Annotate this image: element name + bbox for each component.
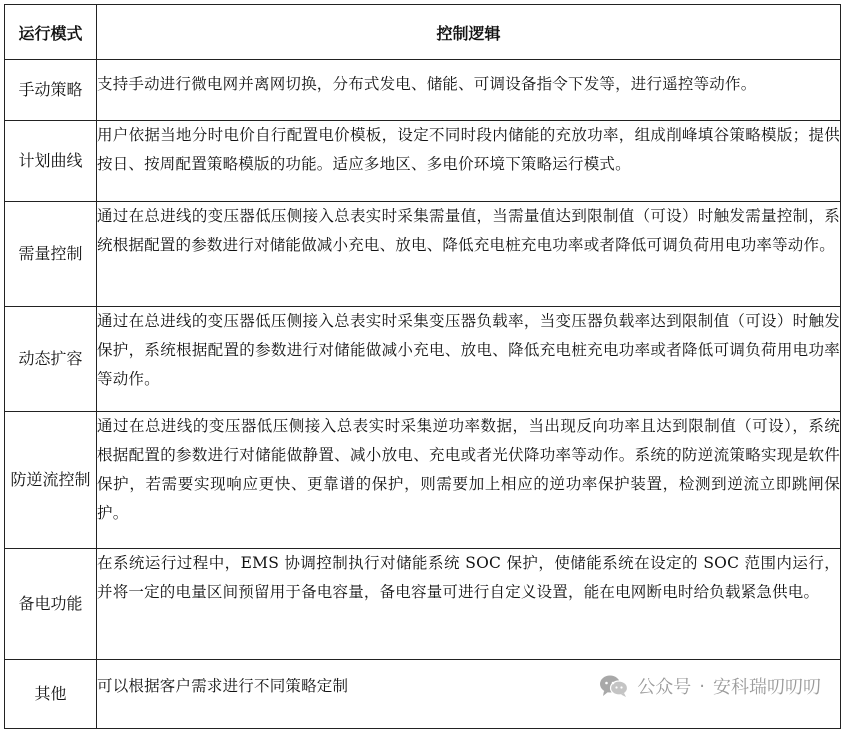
watermark-account: 安科瑞叨叨叨 bbox=[713, 677, 821, 698]
header-mode: 运行模式 bbox=[5, 5, 97, 60]
logic-cell: 在系统运行过程中，EMS 协调控制执行对储能系统 SOC 保护，使储能系统在设定的 SOC 范围内运行，并将一定的电量区间预留用于备电容量，备电容量可进行自定义设置，能在电网断电时给负载紧急供电。 bbox=[97, 549, 841, 660]
logic-cell: 可以根据客户需求进行不同策略定制 bbox=[97, 660, 841, 729]
mode-cell: 其他 bbox=[5, 660, 97, 729]
table-row bbox=[5, 549, 841, 660]
watermark-separator: · bbox=[699, 675, 705, 697]
logic-cell: 通过在总进线的变压器低压侧接入总表实时采集逆功率数据，当出现反向功率且达到限制值（可设），系统根据配置的参数进行对储能做静置、减小放电、充电或者光伏降功率等动作。系统的防逆流策略实现是软件保护，若需要实现响应更快、更靠谱的保护，则需要加上相应的逆功率保护装置，检测到逆流立即跳闸保护。 bbox=[97, 412, 841, 549]
table-row bbox=[5, 60, 841, 121]
operation-mode-table bbox=[4, 4, 841, 729]
watermark-prefix: 公众号 bbox=[637, 677, 692, 698]
table-row bbox=[5, 202, 841, 307]
logic-cell: 通过在总进线的变压器低压侧接入总表实时采集变压器负载率，当变压器负载率达到限制值（可设）时触发保护，系统根据配置的参数进行对储能做减小充电、放电、降低充电桩充电功率或者降低可调负荷用电功率等动作。 bbox=[97, 307, 841, 412]
header-logic: 控制逻辑 bbox=[97, 5, 841, 60]
wechat-icon bbox=[599, 674, 629, 698]
table-row bbox=[5, 307, 841, 412]
mode-cell: 防逆流控制 bbox=[5, 412, 97, 549]
table-row bbox=[5, 121, 841, 202]
mode-cell: 备电功能 bbox=[5, 549, 97, 660]
logic-cell: 支持手动进行微电网并离网切换，分布式发电、储能、可调设备指令下发等，进行遥控等动作。 bbox=[97, 60, 841, 121]
mode-cell: 需量控制 bbox=[5, 202, 97, 307]
table-row bbox=[5, 412, 841, 549]
logic-cell: 通过在总进线的变压器低压侧接入总表实时采集需量值，当需量值达到限制值（可设）时触发需量控制，系统根据配置的参数进行对储能做减小充电、放电、降低充电桩充电功率或者降低可调负荷用电功率等动作。 bbox=[97, 202, 841, 307]
mode-cell: 手动策略 bbox=[5, 60, 97, 121]
logic-cell: 用户依据当地分时电价自行配置电价模板，设定不同时段内储能的充放功率，组成削峰填谷策略模版；提供按日、按周配置策略模版的功能。适应多地区、多电价环境下策略运行模式。 bbox=[97, 121, 841, 202]
mode-cell: 动态扩容 bbox=[5, 307, 97, 412]
table-header-row bbox=[5, 5, 841, 60]
watermark bbox=[599, 673, 821, 699]
mode-cell: 计划曲线 bbox=[5, 121, 97, 202]
